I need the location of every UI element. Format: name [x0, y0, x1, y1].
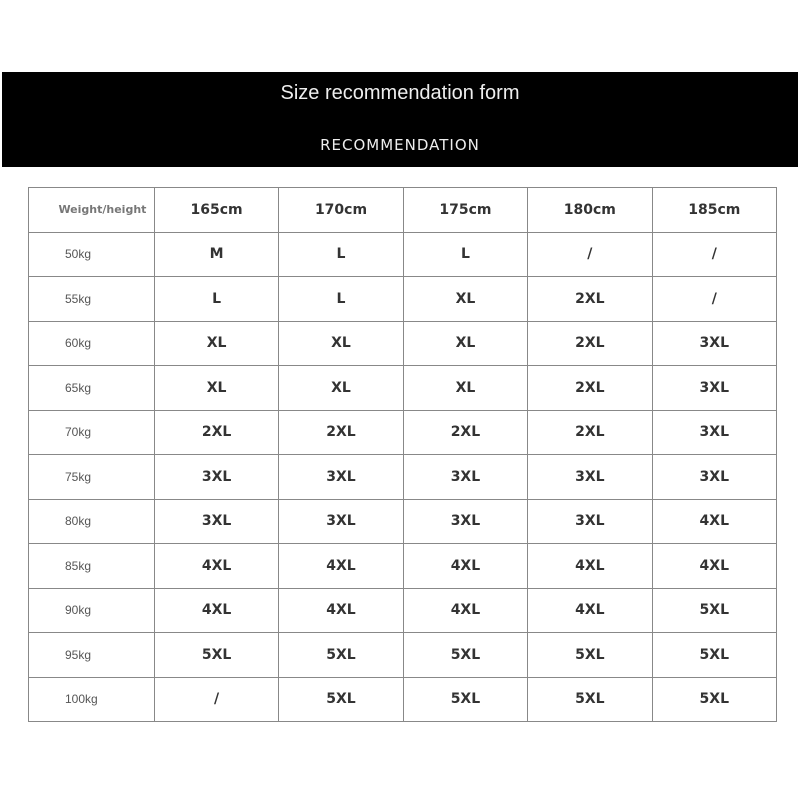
size-cell: 3XL [403, 499, 527, 544]
size-cell: 3XL [652, 410, 776, 455]
weight-cell: 95kg [29, 633, 155, 678]
size-cell: L [403, 232, 527, 277]
height-header: 170cm [279, 188, 403, 233]
height-header: 175cm [403, 188, 527, 233]
size-cell: 3XL [154, 499, 278, 544]
header-row [29, 188, 777, 233]
size-cell: 5XL [528, 633, 652, 678]
title-banner [2, 72, 798, 167]
size-cell: XL [403, 366, 527, 411]
size-cell: 3XL [154, 455, 278, 500]
subtitle: RECOMMENDATION [320, 136, 480, 154]
size-cell: 5XL [279, 633, 403, 678]
weight-cell: 90kg [29, 588, 155, 633]
size-cell: XL [403, 321, 527, 366]
corner-cell: Weight/height [29, 188, 155, 233]
size-cell: 2XL [154, 410, 278, 455]
size-cell: 5XL [652, 677, 776, 722]
table-row [29, 277, 777, 322]
table-row [29, 588, 777, 633]
size-cell: XL [403, 277, 527, 322]
height-header: 185cm [652, 188, 776, 233]
table-row [29, 499, 777, 544]
weight-cell: 70kg [29, 410, 155, 455]
size-cell: / [528, 232, 652, 277]
size-cell: L [154, 277, 278, 322]
size-cell: XL [154, 321, 278, 366]
size-cell: 5XL [154, 633, 278, 678]
table-row [29, 633, 777, 678]
size-cell: 5XL [528, 677, 652, 722]
size-cell: 2XL [528, 277, 652, 322]
table-row [29, 410, 777, 455]
size-cell: L [279, 232, 403, 277]
size-cell: 4XL [528, 588, 652, 633]
size-cell: 2XL [528, 321, 652, 366]
size-cell: 2XL [528, 366, 652, 411]
size-cell: 2XL [279, 410, 403, 455]
size-cell: 3XL [279, 455, 403, 500]
table-row [29, 455, 777, 500]
size-cell: 5XL [403, 677, 527, 722]
size-cell: 3XL [652, 455, 776, 500]
size-cell: 3XL [652, 321, 776, 366]
size-cell: 3XL [528, 455, 652, 500]
weight-cell: 80kg [29, 499, 155, 544]
size-table [28, 187, 777, 722]
weight-cell: 75kg [29, 455, 155, 500]
size-cell: 5XL [279, 677, 403, 722]
table-row [29, 544, 777, 589]
size-cell: / [154, 677, 278, 722]
size-cell: 4XL [154, 588, 278, 633]
size-cell: 4XL [154, 544, 278, 589]
weight-cell: 100kg [29, 677, 155, 722]
size-cell: 4XL [403, 544, 527, 589]
table-row [29, 677, 777, 722]
size-cell: 2XL [403, 410, 527, 455]
weight-cell: 60kg [29, 321, 155, 366]
size-cell: XL [279, 366, 403, 411]
size-cell: 3XL [279, 499, 403, 544]
weight-cell: 85kg [29, 544, 155, 589]
size-cell: / [652, 232, 776, 277]
table-row [29, 366, 777, 411]
height-header: 180cm [528, 188, 652, 233]
height-header: 165cm [154, 188, 278, 233]
size-cell: 2XL [528, 410, 652, 455]
table-row [29, 232, 777, 277]
size-cell: 3XL [403, 455, 527, 500]
size-cell: 3XL [528, 499, 652, 544]
size-cell: 5XL [403, 633, 527, 678]
size-cell: 3XL [652, 366, 776, 411]
size-cell: L [279, 277, 403, 322]
size-cell: 4XL [652, 544, 776, 589]
size-cell: XL [279, 321, 403, 366]
weight-cell: 50kg [29, 232, 155, 277]
size-cell: 4XL [279, 544, 403, 589]
table-row [29, 321, 777, 366]
size-cell: / [652, 277, 776, 322]
size-cell: 4XL [403, 588, 527, 633]
size-cell: 4XL [528, 544, 652, 589]
size-cell: XL [154, 366, 278, 411]
size-cell: M [154, 232, 278, 277]
title: Size recommendation form [280, 82, 520, 104]
size-cell: 5XL [652, 633, 776, 678]
weight-cell: 65kg [29, 366, 155, 411]
size-cell: 4XL [279, 588, 403, 633]
size-cell: 5XL [652, 588, 776, 633]
size-cell: 4XL [652, 499, 776, 544]
weight-cell: 55kg [29, 277, 155, 322]
